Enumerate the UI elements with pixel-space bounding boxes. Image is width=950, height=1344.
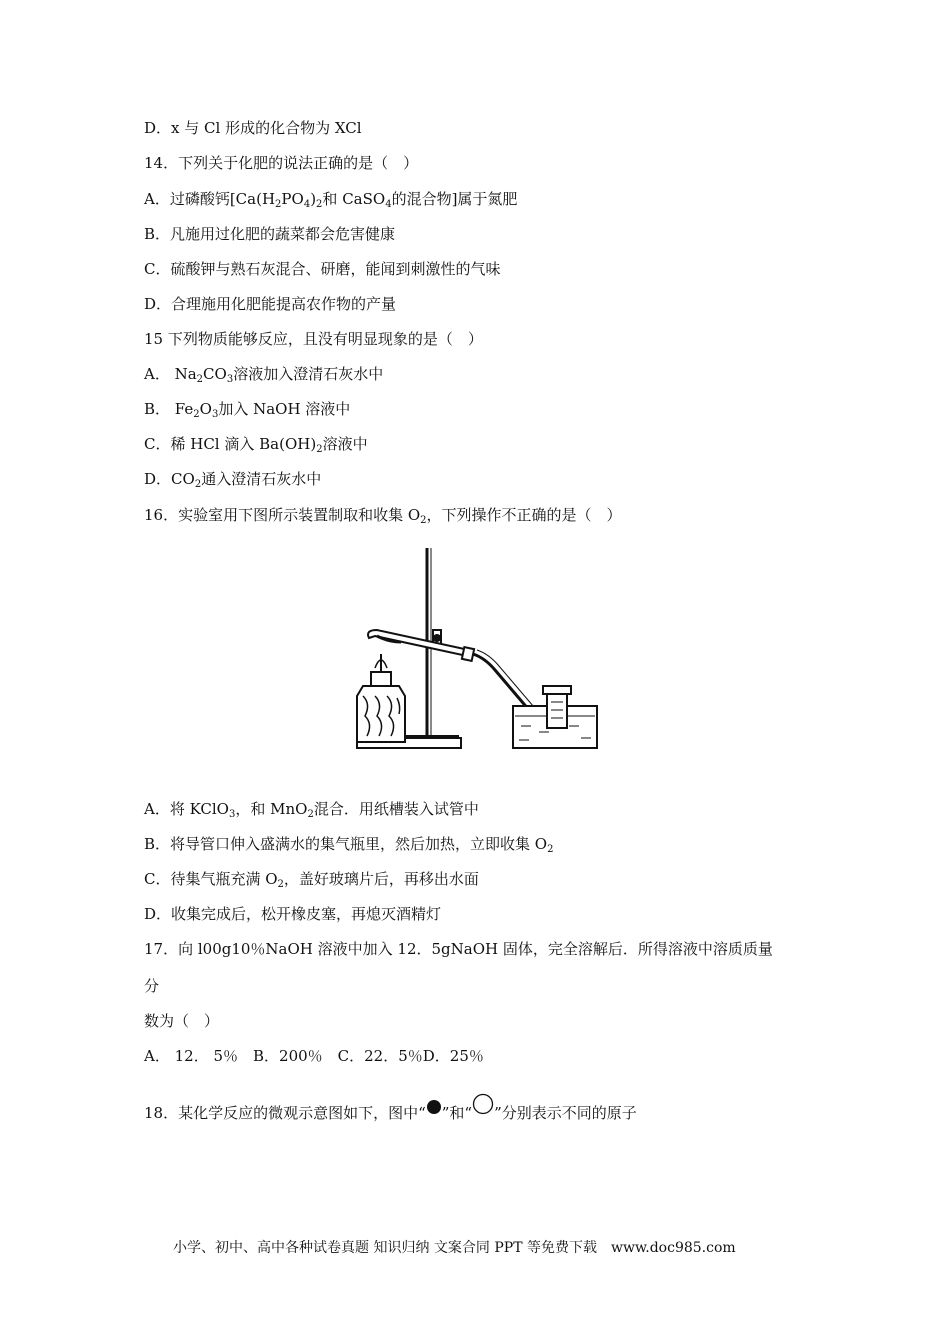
- oxygen-apparatus-figure: [355, 546, 605, 758]
- q16-option-a: A．将 KClO$_3$，和 MnO$_2$混合．用纸槽装入试管中: [144, 800, 479, 820]
- q18-stem: 18．某化学反应的微观示意图如下，图中“ ”和“ ”分别表示不同的原子: [144, 1093, 637, 1123]
- q15-stem: 15 下列物质能够反应，且没有明显现象的是（ ）: [144, 330, 483, 348]
- filled-atom-icon: [426, 1099, 442, 1120]
- oxygen-apparatus-drawing: [355, 546, 605, 758]
- q17-stem-line2: 分: [144, 977, 160, 995]
- q15-option-d: D．$CO_2$通入澄清石灰水中: [144, 470, 322, 490]
- q14-option-b: B．凡施用过化肥的蔬菜都会危害健康: [144, 225, 396, 243]
- q15-option-a: A． $Na_2CO_3$溶液加入澄清石灰水中: [144, 365, 384, 385]
- q14-option-a: A．过磷酸钙[$Ca(H_2PO_4)_2$和 CaSO$_4$的混合物]属于氮肥: [144, 190, 518, 210]
- q17-stem-line3: 数为（ ）: [144, 1012, 220, 1030]
- q14-option-d: D．合理施用化肥能提高农作物的产量: [144, 295, 397, 313]
- q15-option-c: C．稀 HCl 滴入 $Ba(OH)_2$溶液中: [144, 435, 368, 455]
- hollow-atom-icon: [472, 1093, 494, 1120]
- q13-option-d: D．x 与 Cl 形成的化合物为 XCl: [144, 119, 362, 137]
- q16-stem: 16．实验室用下图所示装置制取和收集 $O_2$，下列操作不正确的是（ ）: [144, 506, 622, 526]
- page-footer: 小学、初中、高中各种试卷真题 知识归纳 文案合同 PPT 等免费下载 www.doc985.com: [173, 1240, 736, 1256]
- q16-option-d: D．收集完成后，松开橡皮塞，再熄灭酒精灯: [144, 905, 442, 923]
- q16-option-b: B．将导管口伸入盛满水的集气瓶里，然后加热，立即收集 $O_2$: [144, 835, 554, 855]
- q17-options: A． 12． 5％ B．200％ C．22．5％D．25％: [144, 1047, 484, 1065]
- q15-option-b: B． $Fe_2O_3$加入 NaOH 溶液中: [144, 400, 351, 420]
- q14-option-c: C．硫酸钾与熟石灰混合、研磨，能闻到刺激性的气味: [144, 260, 501, 278]
- q14-stem: 14．下列关于化肥的说法正确的是（ ）: [144, 154, 419, 172]
- q17-stem-line1: 17．向 l00g10％NaOH 溶液中加入 12．5gNaOH 固体，完全溶解后．所得溶液中溶质质量: [144, 940, 773, 958]
- q16-option-c: C．待集气瓶充满 $O_2$，盖好玻璃片后，再移出水面: [144, 870, 479, 890]
